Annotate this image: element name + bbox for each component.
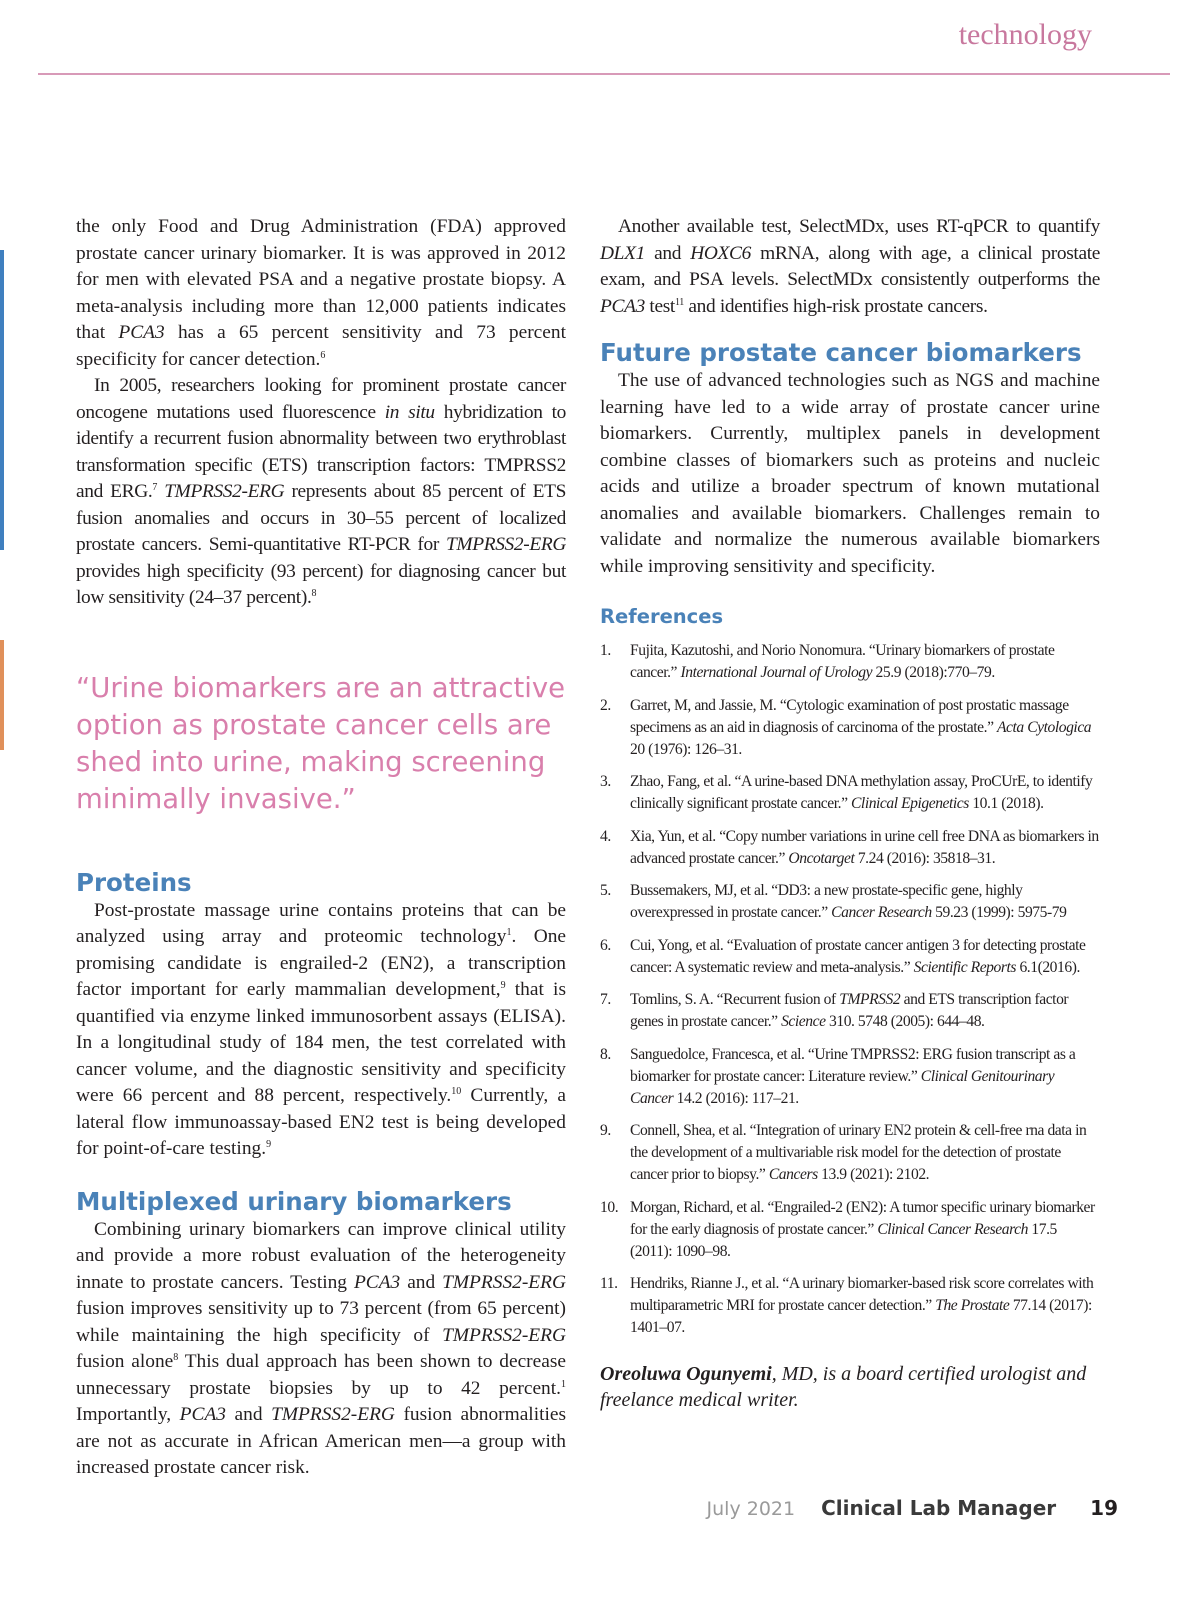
page-number: 19 <box>1090 1496 1118 1520</box>
footer-magazine: Clinical Lab Manager <box>821 1496 1057 1520</box>
left-column <box>76 214 566 1482</box>
section-tag: technology <box>958 18 1092 51</box>
heading-references: References <box>600 605 724 628</box>
reference-item: 1. Fujita, Kazutoshi, and Norio Nonomura. “Urinary biomarkers of prostate cancer.” International Journal of Urology 25.9 (2018):770–79. <box>600 642 1055 681</box>
reference-item: 7. Tomlins, S. A. “Recurrent fusion of TMPRSS2 and ETS transcription factor genes in prostate cancer.” Science 310. 5748 (2005): 644–48. <box>600 991 1069 1030</box>
paragraph-selectmdx: Another available test, SelectMDx, uses RT-qPCR to quantify DLX1 and HOXC6 mRNA, along with age, a clinical prostate exam, and PSA levels. SelectMDx consistently outperforms the PCA3 test$^{11}$ and identifies high-risk prostate cancers. <box>600 216 1100 317</box>
right-column <box>600 214 1100 1413</box>
reference-item: 3. Zhao, Fang, et al. “A urine-based DNA methylation assay, ProCUrE, to identify clinically significant prostate cancer.” Clinical Epigenetics 10.1 (2018). <box>600 773 1093 812</box>
reference-item: 4. Xia, Yun, et al. “Copy number variations in urine cell free DNA as biomarkers in advanced prostate cancer.” Oncotarget 7.24 (2016): 35818–31. <box>600 827 1099 867</box>
heading-future: Future prostate cancer biomarkers <box>600 338 1082 367</box>
reference-item: 6. Cui, Yong, et al. “Evaluation of prostate cancer antigen 3 for detecting prostate cancer: A systematic review and meta-analysis.” Scientific Reports 6.1(2016). <box>600 936 1086 976</box>
heading-multiplexed: Multiplexed urinary biomarkers <box>76 1186 512 1216</box>
reference-item: 8. Sanguedolce, Francesca, et al. “Urine TMPRSS2: ERG fusion transcript as a biomarker for prostate cancer: Literature review.” Clinical Genitourinary Cancer 14.2 (2016): 117–21. <box>600 1045 1076 1107</box>
page-edge-mark-blue <box>0 250 4 550</box>
page-footer <box>707 1496 1118 1526</box>
author-name: Oreoluwa Ogunyemi <box>600 1363 772 1385</box>
reference-item: 2. Garret, M, and Jassie, M. “Cytologic examination of post prostatic massage specimens as an aid in diagnosis of carcinoma of the prostate.” Acta Cytologica 20 (1976): 126–31. <box>600 696 1092 758</box>
paragraph-proteins: Post-prostate massage urine contains proteins that can be analyzed using array and proteomic technology$^1$. One promising candidate is engrailed-2 (EN2), a transcription factor important for early mammalian development,$^9$ that is quantified via enzyme linked immunosorbent assays (ELISA). In a longitudinal study of 184 men, the test correlated with cancer volume, and the diagnostic sensitivity and specificity were 66 percent and 88 percent, respectively.$^{10}$ Currently, a lateral flow immunoassay-based EN2 test is being developed for point-of-care testing.$^9$ <box>76 899 566 1159</box>
reference-item: 11. Hendriks, Rianne J., et al. “A urinary biomarker-based risk score correlates with multiparametric MRI for prostate cancer detection.” The Prostate 77.14 (2017): 1401–07. <box>600 1275 1094 1336</box>
reference-item: 9. Connell, Shea, et al. “Integration of urinary EN2 protein & cell-free rna data in the development of a multivariable risk model for the detection of prostate cancer prior to biopsy.” Cancers 13.9 (2021): 2102. <box>600 1122 1087 1183</box>
author-byline: Oreoluwa Ogunyemi, MD, is a board certified urologist and freelance medical writer. <box>600 1363 1087 1411</box>
paragraph-multiplexed: Combining urinary biomarkers can improve clinical utility and provide a more robust evaluation of the heterogeneity innate to prostate cancers. Testing PCA3 and TMPRSS2-ERG fusion improves sensitivity up to 73 percent (from 65 percent) while maintaining the high specificity of TMPRSS2-ERG fusion alone$^8$ This dual approach has been shown to decrease unnecessary prostate biopsies by up to 42 percent.$^1$ Importantly, PCA3 and TMPRSS2-ERG fusion abnormalities are not as accurate in African American men—a group with increased prostate cancer risk. <box>76 1218 567 1478</box>
heading-proteins: Proteins <box>76 867 192 897</box>
paragraph-future: The use of advanced technologies such as NGS and machine learning have led to a wide array of prostate cancer urine biomarkers. Currently, multiplex panels in development combine classes of biomarkers such as proteins and nucleic acids and utilize a broader spectrum of known mutational anomalies and available biomarkers. Challenges remain to validate and normalize the numerous available biomarkers while improving sensitivity and specificity. <box>600 370 1100 577</box>
references-list <box>600 640 1100 1339</box>
header-rule <box>38 73 1170 75</box>
paragraph-pca3: the only Food and Drug Administration (FDA) approved prostate cancer urinary biomarker. It is was approved in 2012 for men with elevated PSA and a negative prostate biopsy. A meta-analysis including more than 12,000 patients indicates that PCA3 has a 65 percent sensitivity and 73 percent specificity for cancer detection.$^6$ <box>76 216 566 370</box>
page-edge-mark-orange <box>0 640 4 750</box>
footer-date: July 2021 <box>706 1498 796 1520</box>
reference-item: 10. Morgan, Richard, et al. “Engrailed-2 (EN2): A tumor specific urinary biomarker for the early diagnosis of prostate cancer.” Clinical Cancer Research 17.5 (2011): 1090–98. <box>600 1198 1095 1260</box>
pull-quote: “Urine biomarkers are an attractive option as prostate cancer cells are shed into urine, making screening minimally invasive.” <box>76 671 566 815</box>
paragraph-tmprss2-erg: In 2005, researchers looking for prominent prostate cancer oncogene mutations used fluorescence in situ hybridization to identify a recurrent fusion abnormality between two erythroblast transformation specific (ETS) transcription factors: TMPRSS2 and ERG.$^7$ TMPRSS2-ERG represents about 85 percent of ETS fusion anomalies and occurs in 30–55 percent of localized prostate cancers. Semi-quantitative RT-PCR for TMPRSS2-ERG provides high specificity (93 percent) for diagnosing cancer but low sensitivity (24–37 percent).$^8$ <box>76 375 567 608</box>
reference-item: 5. Bussemakers, MJ, et al. “DD3: a new prostate-specific gene, highly overexpressed in prostate cancer.” Cancer Research 59.23 (1999): 5975-79 <box>600 882 1067 921</box>
